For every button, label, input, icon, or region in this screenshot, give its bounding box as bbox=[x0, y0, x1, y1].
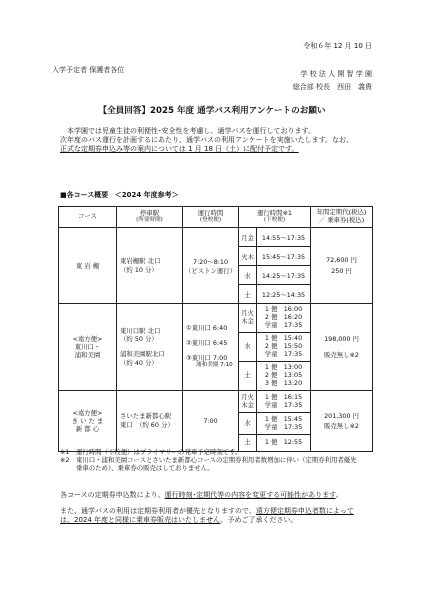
table-header-row bbox=[59, 207, 373, 228]
day-cell: 水 bbox=[239, 333, 257, 362]
signer: 総合部 校長 西田 義貴 bbox=[292, 83, 372, 91]
return-time: 1 便 15:40 2 便 15:50 学童 17:35 bbox=[257, 333, 311, 362]
footer-paragraph-1: 各コースの定期券申込数により、運行時刻･定期代等の内容を変更する可能性があります。 bbox=[60, 491, 343, 499]
document-title: 【全員回答】2025 年度 通学バス利用アンケートのお願い bbox=[98, 106, 326, 116]
return-time: 1 便 13:00 2 便 13:05 3 便 13:20 bbox=[257, 362, 311, 391]
day-cell: 水 bbox=[239, 266, 257, 285]
return-time: 14:55～17:35 bbox=[257, 228, 311, 247]
fee-cell: 198,000 円 販売無し※2 bbox=[311, 304, 373, 391]
return-time: 12:25～14:35 bbox=[257, 285, 311, 304]
table-row bbox=[59, 304, 373, 333]
run-cell: ①東川口 6:40 ②東川口 6:45 ③東川口 7:00 浦和美園 7:10 bbox=[183, 304, 239, 391]
note-1: ※1 運行時間（下校便）はプライマリーの発車予定時刻です。 bbox=[60, 448, 242, 456]
header-course: コース bbox=[59, 207, 117, 228]
day-cell: 月火木金 bbox=[239, 391, 257, 413]
course-higashikawaguchi: <遠方便> 東川口・ 浦和美園 bbox=[59, 304, 117, 391]
return-time: 15:45～17:35 bbox=[257, 247, 311, 266]
intro-line-1: 本学園では児童生徒の利便性･安全性を考慮し、通学バスを運行しております。 bbox=[67, 127, 315, 135]
header-return: 運行時間※1 (下校便) bbox=[239, 207, 311, 228]
header-stop: 停車駅 (所要時間) bbox=[117, 207, 183, 228]
day-cell: 火木 bbox=[239, 247, 257, 266]
table-row bbox=[59, 391, 373, 413]
day-cell: 水 bbox=[239, 413, 257, 435]
return-time: 1 便 12:55 bbox=[257, 435, 311, 452]
table-notes bbox=[60, 448, 380, 472]
intro-paragraph bbox=[60, 127, 390, 154]
day-cell: 月金 bbox=[239, 228, 257, 247]
header-run: 運行時間 (登校便) bbox=[183, 207, 239, 228]
section-ref: ＜2024 年度参考＞ bbox=[114, 191, 179, 199]
section-heading bbox=[60, 191, 179, 200]
stop-cell: さいたま新都心駅 東口 （約 60 分） bbox=[117, 391, 183, 452]
course-saitama-shintoshin: <遠方便> き い た ま 新 都 心 bbox=[59, 391, 117, 452]
stop-cell: 東川口駅 北口 （約 50 分） 浦和美園駅北口 （約 40 分） bbox=[117, 304, 183, 391]
section-label: ■各コース概要 bbox=[60, 191, 109, 199]
day-cell: 土 bbox=[239, 435, 257, 452]
course-higashiiwatsuki: 東 岩 槻 bbox=[59, 228, 117, 304]
header-fee: 年間定期代(税込) ／ 乗車券(税込) bbox=[311, 207, 373, 228]
organization: 学 校 法 人 開 智 学 園 bbox=[300, 70, 372, 78]
day-cell: 月火木金 bbox=[239, 304, 257, 333]
intro-line-2: 次年度のバス運行を計画するにあたり、通学バスの利用アンケートを実施いたします。なお、 bbox=[60, 136, 354, 145]
intro-line-3: 正式な定期券申込み等の案内については 1 月 18 日（土）に配付予定です。 bbox=[60, 145, 299, 154]
document-date: 令和６年 12 月 10 日 bbox=[303, 42, 372, 50]
return-time: 1 便 16:15 学童 17:35 bbox=[257, 391, 311, 413]
return-time: 14:25～17:35 bbox=[257, 266, 311, 285]
course-table bbox=[58, 206, 373, 452]
note-2: ※2 東川口・浦和美園コースとさいたま新都心コースの定期券利用者数増加に伴い（定期券利用者優先 乗車のため）、乗車券の販売はしておりません。 bbox=[60, 456, 357, 472]
fee-cell: 201,300 円 販売無し※2 bbox=[311, 391, 373, 452]
fee-cell: 72,600 円 250 円 bbox=[311, 228, 373, 304]
table-row bbox=[59, 228, 373, 247]
return-time: 1 便 16:00 2 便 16:20 学童 17:35 bbox=[257, 304, 311, 333]
stop-cell: 東岩槻駅 北口 （約 10 分） bbox=[117, 228, 183, 304]
footer-paragraph-2: また、通学バスの利用は定期券利用者が優先となりますので、遠方便定期券申込者数によって は、2024 年度と同様に乗車券販売はいたしません。予めご了承ください。 bbox=[60, 507, 354, 525]
return-time: 1 便 15:45 学童 17:35 bbox=[257, 413, 311, 435]
run-cell: 7:20～8:10 （ピストン運行） bbox=[183, 228, 239, 304]
run-cell: 7:00 bbox=[183, 391, 239, 452]
day-cell: 土 bbox=[239, 362, 257, 391]
day-cell: 土 bbox=[239, 285, 257, 304]
recipient: 入学予定者 保護者各位 bbox=[52, 66, 125, 74]
